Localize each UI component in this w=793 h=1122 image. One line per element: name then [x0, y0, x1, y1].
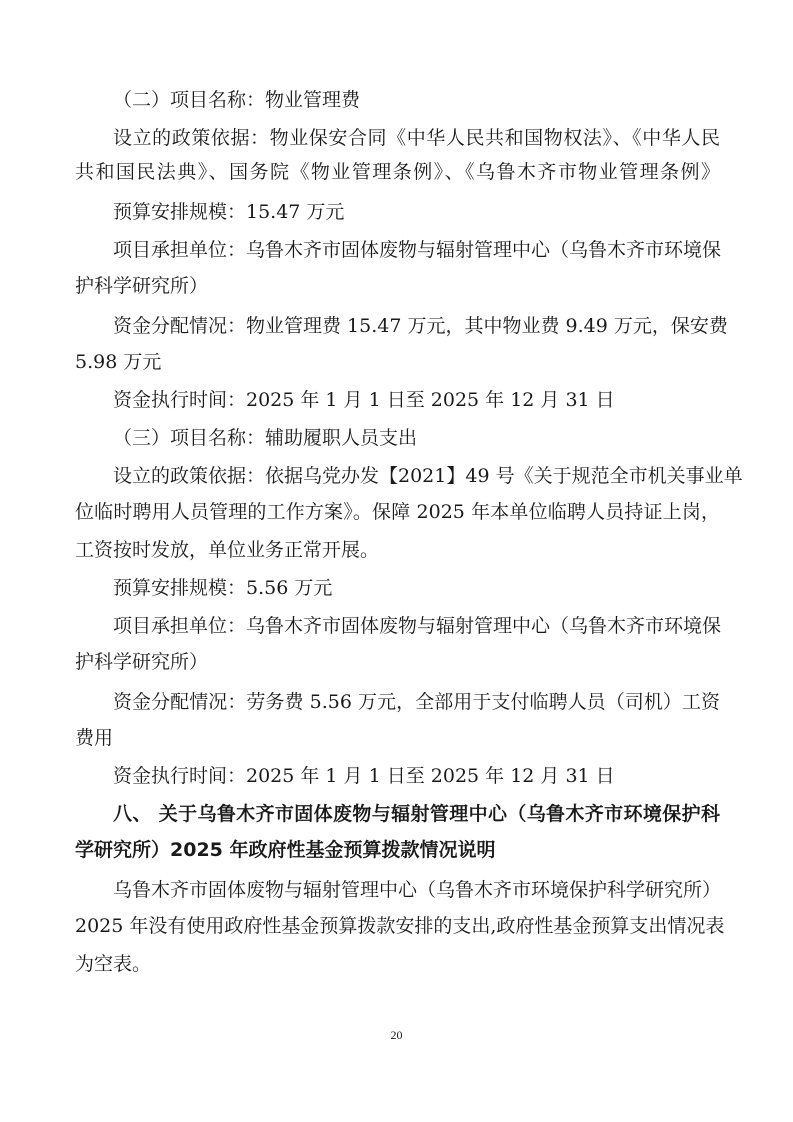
project-3-policy-basis-end: 工资按时发放，单位业务正常开展。: [75, 539, 380, 561]
project-2-fund-allocation: 资金分配情况：物业管理费 15.47 万元，其中物业费 9.49 万元，保安费: [113, 315, 728, 337]
project-2-undertaking-unit-cont: 护科学研究所）: [75, 275, 209, 297]
project-3-execution-time: 资金执行时间：2025 年 1 月 1 日至 2025 年 12 月 31 日: [113, 765, 615, 787]
project-2-execution-time: 资金执行时间：2025 年 1 月 1 日至 2025 年 12 月 31 日: [113, 389, 615, 411]
project-2-policy-basis: 设立的政策依据：物业保安合同《中华人民共和国物权法》、《中华人民: [113, 127, 720, 149]
page-number: 20: [390, 1028, 403, 1042]
section-8-heading: 八、 关于乌鲁木齐市固体废物与辐射管理中心（乌鲁木齐市环境保护科: [113, 803, 720, 825]
project-2-title: （二）项目名称：物业管理费: [113, 89, 361, 111]
project-3-fund-allocation-cont: 费用: [75, 727, 114, 749]
project-3-undertaking-unit-cont: 护科学研究所）: [75, 651, 209, 673]
project-2-policy-basis-cont: 共和国民法典》、国务院《物业管理条例》、《乌鲁木齐市物业管理条例》: [75, 161, 720, 183]
project-2-budget-scale: 预算安排规模：15.47 万元: [113, 201, 345, 223]
section-8-heading-cont: 学研究所）2025 年政府性基金预算拨款情况说明: [75, 839, 496, 861]
project-3-fund-allocation: 资金分配情况：劳务费 5.56 万元，全部用于支付临聘人员（司机）工资: [113, 691, 720, 713]
project-3-policy-basis: 设立的政策依据：依据乌党办发【2021】49 号《关于规范全市机关事业单: [113, 465, 743, 487]
project-3-policy-basis-cont: 位临时聘用人员管理的工作方案》。保障 2025 年本单位临聘人员持证上岗，: [75, 501, 720, 523]
project-3-undertaking-unit: 项目承担单位：乌鲁木齐市固体废物与辐射管理中心（乌鲁木齐市环境保: [113, 615, 722, 637]
project-3-title: （三）项目名称：辅助履职人员支出: [113, 427, 418, 449]
section-8-paragraph-cont: 2025 年没有使用政府性基金预算拨款安排的支出,政府性基金预算支出情况表: [75, 915, 725, 937]
project-3-budget-scale: 预算安排规模：5.56 万元: [113, 577, 333, 599]
project-2-undertaking-unit: 项目承担单位：乌鲁木齐市固体废物与辐射管理中心（乌鲁木齐市环境保: [113, 239, 722, 261]
section-8-paragraph: 乌鲁木齐市固体废物与辐射管理中心（乌鲁木齐市环境保护科学研究所）: [113, 879, 722, 901]
section-8-paragraph-end: 为空表。: [75, 953, 152, 975]
project-2-fund-allocation-cont: 5.98 万元: [75, 351, 162, 373]
